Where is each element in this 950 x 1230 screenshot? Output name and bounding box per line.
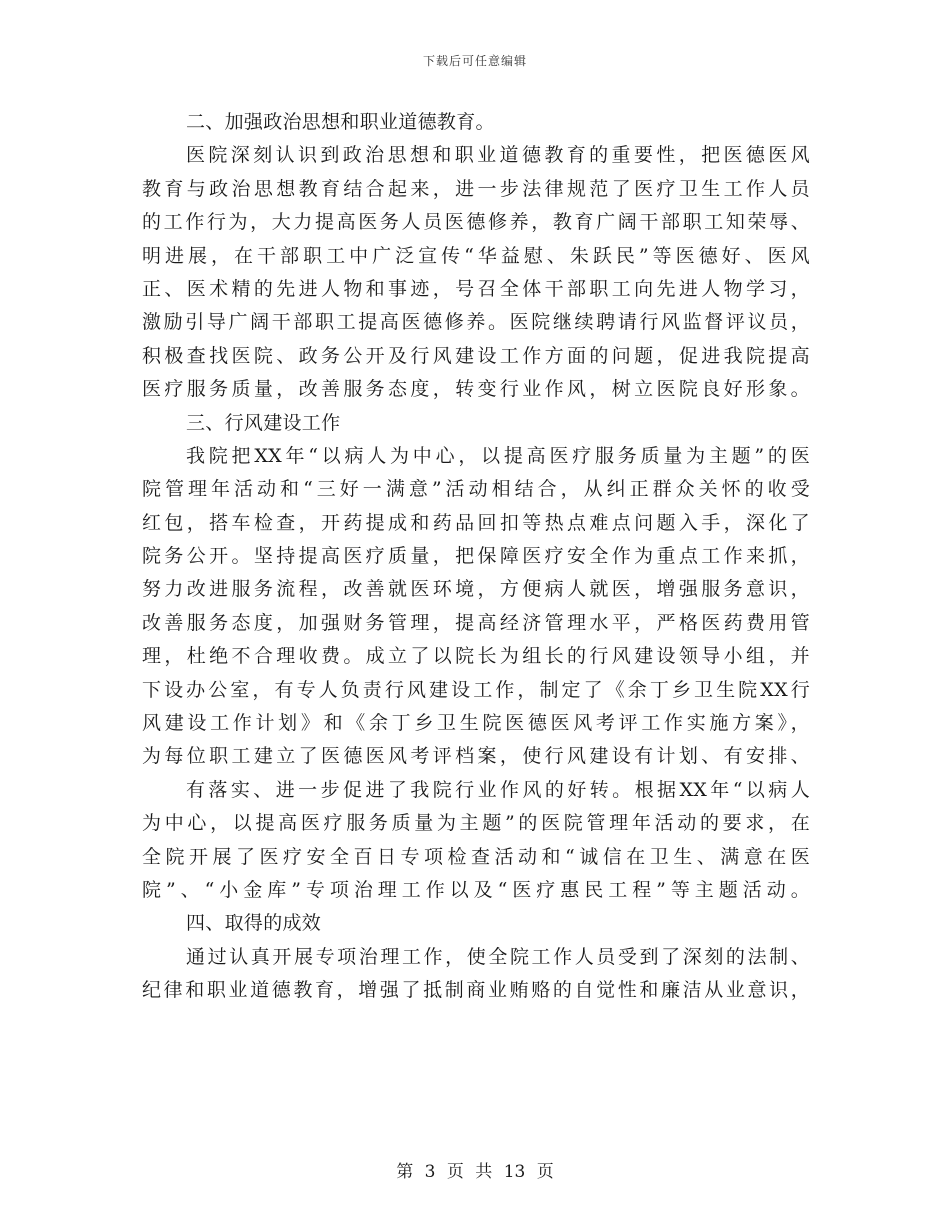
paragraph-line: 的工作行为，大力提高医务人员医德修养，教育广阔干部职工知荣辱、 — [142, 211, 810, 234]
paragraph-line: 医疗服务质量，改善服务态度，转变行业作风，树立医院良好形象。 — [142, 378, 810, 401]
paragraph-line: 为每位职工建立了医德医风考评档案，使行风建设有计划、有安排、 — [142, 745, 810, 768]
paragraph-line: 通过认真开展专项治理工作，使全院工作人员受到了深刻的法制、 — [186, 945, 810, 968]
paragraph-line: 积极查找医院、政务公开及行风建设工作方面的问题，促进我院提高 — [142, 344, 810, 367]
paragraph-line: 明进展，在干部职工中广泛宣传“华益慰、朱跃民”等医德好、医风 — [142, 244, 810, 267]
section-heading-3: 三、行风建设工作 — [186, 411, 341, 434]
paragraph-line: 红包，搭车检查，开药提成和药品回扣等热点难点问题入手，深化了 — [142, 511, 810, 534]
page-footer: 第 3 页 共 13 页 — [396, 1162, 554, 1182]
paragraph-line: 院”、“小金库”专项治理工作以及“医疗惠民工程”等主题活动。 — [142, 878, 810, 901]
section-heading-4: 四、取得的成效 — [186, 912, 322, 935]
paragraph-line: 我院把XX年“以病人为中心，以提高医疗服务质量为主题”的医 — [186, 444, 810, 467]
paragraph-line: 纪律和职业道德教育，增强了抵制商业贿赂的自觉性和廉洁从业意识， — [142, 979, 810, 1002]
paragraph-line: 医院深刻认识到政治思想和职业道德教育的重要性，把医德医风 — [186, 144, 810, 167]
paragraph-line: 教育与政治思想教育结合起来，进一步法律规范了医疗卫生工作人员 — [142, 177, 810, 200]
paragraph-line: 理，杜绝不合理收费。成立了以院长为组长的行风建设领导小组，并 — [142, 645, 810, 668]
paragraph-line: 为中心，以提高医疗服务质量为主题”的医院管理年活动的要求，在 — [142, 812, 810, 835]
paragraph-line: 院务公开。坚持提高医疗质量，把保障医疗安全作为重点工作来抓， — [142, 545, 810, 568]
section-heading-2: 二、加强政治思想和职业道德教育。 — [186, 111, 495, 133]
paragraph-line: 下设办公室，有专人负责行风建设工作，制定了《余丁乡卫生院XX行 — [142, 678, 810, 701]
paragraph-line: 院管理年活动和“三好一满意”活动相结合，从纠正群众关怀的收受 — [142, 478, 810, 501]
paragraph-line: 全院开展了医疗安全百日专项检查活动和“诚信在卫生、满意在医 — [142, 845, 810, 868]
paragraph-line: 努力改进服务流程，改善就医环境，方便病人就医，增强服务意识， — [142, 578, 810, 601]
document-body — [142, 106, 810, 1008]
paragraph-line: 风建设工作计划》和《余丁乡卫生院医德医风考评工作实施方案》， — [142, 712, 810, 735]
paragraph-line: 改善服务态度，加强财务管理，提高经济管理水平，严格医药费用管 — [142, 611, 810, 634]
paragraph-line: 激励引导广阔干部职工提高医德修养。医院继续聘请行风监督评议员， — [142, 311, 810, 334]
page-header: 下载后可任意编辑 — [422, 54, 527, 68]
paragraph-line: 正、医术精的先进人物和事迹，号召全体干部职工向先进人物学习， — [142, 277, 810, 300]
paragraph-line: 有落实、进一步促进了我院行业作风的好转。根据XX年“以病人 — [186, 778, 810, 801]
